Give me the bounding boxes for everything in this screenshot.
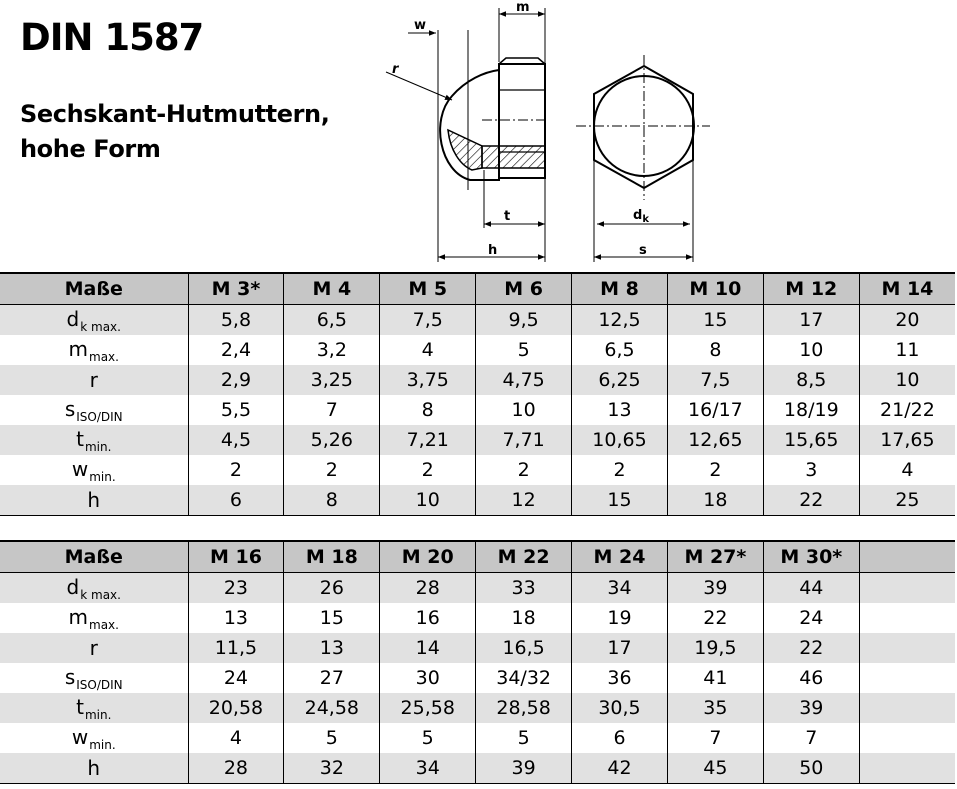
table-cell: 22 bbox=[667, 603, 763, 633]
table-cell: 4 bbox=[188, 723, 284, 753]
size-header: M 24 bbox=[572, 541, 668, 573]
table-cell bbox=[859, 663, 955, 693]
row-label bbox=[0, 365, 188, 395]
table-cell: 39 bbox=[667, 573, 763, 604]
table-cell: 17,65 bbox=[859, 425, 955, 455]
table-cell: 28 bbox=[188, 753, 284, 784]
table-cell: 6,5 bbox=[284, 305, 380, 336]
table-cell: 18 bbox=[476, 603, 572, 633]
table-cell: 12 bbox=[476, 485, 572, 516]
size-header: M 4 bbox=[284, 273, 380, 305]
table-cell: 5 bbox=[284, 723, 380, 753]
table-row bbox=[0, 603, 955, 633]
dim-label-t: t bbox=[504, 209, 511, 224]
table-cell: 2 bbox=[667, 455, 763, 485]
row-label bbox=[0, 395, 188, 425]
table-cell: 7,5 bbox=[380, 305, 476, 336]
row-label-sub: min. bbox=[89, 469, 116, 484]
dim-label-dk bbox=[633, 208, 649, 225]
row-label-sub: ISO/DIN bbox=[76, 409, 123, 424]
table-cell: 3,2 bbox=[284, 335, 380, 365]
row-label bbox=[0, 633, 188, 663]
size-header: M 5 bbox=[380, 273, 476, 305]
table-cell: 42 bbox=[572, 753, 668, 784]
table-cell: 35 bbox=[667, 693, 763, 723]
table-cell bbox=[859, 573, 955, 604]
table-cell: 13 bbox=[188, 603, 284, 633]
table-cell: 12,5 bbox=[572, 305, 668, 336]
header-label: Maße bbox=[0, 541, 188, 573]
table-cell: 18/19 bbox=[763, 395, 859, 425]
size-header: M 20 bbox=[380, 541, 476, 573]
row-label-sub: k max. bbox=[80, 319, 121, 334]
table-cell: 33 bbox=[476, 573, 572, 604]
row-label-main: w bbox=[71, 724, 89, 749]
dim-label-h: h bbox=[488, 243, 498, 258]
table-cell: 16/17 bbox=[667, 395, 763, 425]
technical-drawing bbox=[0, 0, 957, 270]
table-cell: 23 bbox=[188, 573, 284, 604]
table-cell bbox=[859, 603, 955, 633]
table-cell: 4 bbox=[901, 459, 914, 481]
table-cell: 10 bbox=[476, 395, 572, 425]
table-row bbox=[0, 395, 955, 425]
table-cell: 19,5 bbox=[667, 633, 763, 663]
table-row bbox=[0, 693, 955, 723]
row-label-main: t bbox=[76, 694, 84, 719]
table-cell: 5,26 bbox=[284, 425, 380, 455]
size-header: M 27* bbox=[667, 541, 763, 573]
table-cell: 16,5 bbox=[476, 633, 572, 663]
table-row bbox=[0, 723, 955, 753]
table-cell: 15 bbox=[572, 485, 668, 516]
row-label-main: h bbox=[87, 488, 101, 512]
table-cell: 10 bbox=[763, 335, 859, 365]
page-subtitle: Sechskant-Hutmuttern, hohe Form bbox=[20, 100, 330, 163]
table-body bbox=[0, 573, 955, 784]
table-cell: 6,25 bbox=[572, 365, 668, 395]
table-cell: 13 bbox=[572, 395, 668, 425]
table-cell: 10 bbox=[859, 365, 955, 395]
table-cell: 15 bbox=[667, 305, 763, 336]
table-row bbox=[0, 753, 955, 784]
table-cell: 7 bbox=[284, 395, 380, 425]
table-cell: 21/22 bbox=[880, 399, 935, 421]
table-cell: 11,5 bbox=[188, 633, 284, 663]
dim-label-r: r bbox=[392, 62, 399, 77]
table-body bbox=[0, 305, 955, 516]
size-header: M 10 bbox=[667, 273, 763, 305]
table-cell: 15 bbox=[284, 603, 380, 633]
table-cell: 10 bbox=[380, 485, 476, 516]
row-label bbox=[0, 425, 188, 455]
size-header: M 3* bbox=[188, 273, 284, 305]
page-title: DIN 1587 bbox=[20, 16, 204, 59]
size-header: M 30* bbox=[763, 541, 859, 573]
size-header: M 6 bbox=[476, 273, 572, 305]
table-cell bbox=[859, 633, 955, 663]
row-label-main: r bbox=[89, 636, 98, 660]
side-view bbox=[440, 58, 545, 180]
row-label bbox=[0, 455, 188, 485]
table-cell: 24,58 bbox=[284, 693, 380, 723]
table-cell: 3,75 bbox=[380, 365, 476, 395]
row-label bbox=[0, 335, 188, 365]
table-cell: 2 bbox=[284, 455, 380, 485]
table-cell: 8 bbox=[667, 335, 763, 365]
table-cell: 5,8 bbox=[188, 305, 284, 336]
table-cell: 8 bbox=[284, 485, 380, 516]
table-cell: 20 bbox=[859, 305, 955, 336]
table-cell: 6 bbox=[188, 485, 284, 516]
table-cell: 4 bbox=[380, 335, 476, 365]
table-cell: 17 bbox=[572, 633, 668, 663]
table-cell: 6 bbox=[572, 723, 668, 753]
table-cell: 7,21 bbox=[380, 425, 476, 455]
size-header bbox=[859, 541, 955, 573]
table-cell: 14 bbox=[380, 633, 476, 663]
table-cell: 2,9 bbox=[188, 365, 284, 395]
row-label-sub: min. bbox=[84, 707, 112, 722]
size-header: M 8 bbox=[572, 273, 668, 305]
table-cell: 2 bbox=[572, 455, 668, 485]
table-row bbox=[0, 485, 955, 516]
row-label-sub: ISO/DIN bbox=[76, 677, 123, 692]
table-row bbox=[0, 305, 955, 336]
table-row bbox=[0, 663, 955, 693]
table-cell: 2 bbox=[380, 455, 476, 485]
table-cell: 39 bbox=[763, 693, 859, 723]
table-row bbox=[0, 335, 955, 365]
table-cell: 9,5 bbox=[476, 305, 572, 336]
row-label-main: w bbox=[71, 456, 89, 481]
dimension-table-1 bbox=[0, 272, 955, 516]
dimension-table-2 bbox=[0, 540, 955, 784]
row-label bbox=[0, 603, 188, 633]
table-cell: 41 bbox=[667, 663, 763, 693]
table-cell: 19 bbox=[572, 603, 668, 633]
table-cell: 2 bbox=[476, 455, 572, 485]
row-label-sub: min. bbox=[84, 439, 112, 454]
dim-label-m: m bbox=[516, 0, 530, 15]
row-label-main: s bbox=[64, 664, 76, 689]
table-cell: 5 bbox=[380, 723, 476, 753]
table-cell: 30 bbox=[380, 663, 476, 693]
table-cell bbox=[859, 693, 955, 723]
row-label bbox=[0, 305, 188, 336]
table-cell: 24 bbox=[188, 663, 284, 693]
table-cell: 7,5 bbox=[667, 365, 763, 395]
size-header: M 16 bbox=[188, 541, 284, 573]
row-label-main: s bbox=[64, 396, 76, 421]
table-cell: 28 bbox=[380, 573, 476, 604]
table-cell: 2,4 bbox=[188, 335, 284, 365]
row-label-main: h bbox=[87, 756, 101, 780]
dim-label-dk-sub: k bbox=[642, 214, 649, 225]
table-cell: 34 bbox=[380, 753, 476, 784]
table-cell: 3 bbox=[763, 455, 859, 485]
table-cell: 3,25 bbox=[284, 365, 380, 395]
table-cell: 39 bbox=[476, 753, 572, 784]
table-cell: 27 bbox=[284, 663, 380, 693]
table-row bbox=[0, 365, 955, 395]
row-label bbox=[0, 723, 188, 753]
table-cell: 26 bbox=[284, 573, 380, 604]
table-cell: 5 bbox=[476, 335, 572, 365]
dim-label-dk-main: d bbox=[633, 208, 643, 223]
row-label bbox=[0, 693, 188, 723]
row-label-sub: min. bbox=[89, 737, 116, 752]
table-cell bbox=[859, 723, 955, 753]
table-cell: 5 bbox=[476, 723, 572, 753]
table-cell: 4,5 bbox=[188, 425, 284, 455]
table-cell: 22 bbox=[763, 633, 859, 663]
row-label-sub: k max. bbox=[80, 587, 121, 602]
table-cell: 2 bbox=[188, 455, 284, 485]
table-cell: 50 bbox=[763, 753, 859, 784]
table-cell: 7,71 bbox=[476, 425, 572, 455]
table-cell: 32 bbox=[284, 753, 380, 784]
table-cell: 12,65 bbox=[667, 425, 763, 455]
table-cell: 5,5 bbox=[188, 395, 284, 425]
table-cell: 36 bbox=[572, 663, 668, 693]
size-header: M 14 bbox=[859, 273, 955, 305]
table-cell: 18 bbox=[667, 485, 763, 516]
table-cell: 8,5 bbox=[763, 365, 859, 395]
size-header: M 22 bbox=[476, 541, 572, 573]
table-cell bbox=[859, 753, 955, 784]
table-cell: 25,58 bbox=[380, 693, 476, 723]
table-cell: 4,75 bbox=[476, 365, 572, 395]
row-label-main: t bbox=[76, 426, 84, 451]
row-label-sub: max. bbox=[89, 349, 119, 364]
table-row bbox=[0, 455, 955, 485]
table-cell: 44 bbox=[763, 573, 859, 604]
table-row bbox=[0, 425, 955, 455]
row-label-main: m bbox=[68, 336, 88, 361]
header-label: Maße bbox=[0, 273, 188, 305]
row-label-main: d bbox=[66, 574, 80, 599]
row-label-main: d bbox=[66, 306, 80, 331]
table-cell: 6,5 bbox=[572, 335, 668, 365]
table-cell: 45 bbox=[667, 753, 763, 784]
size-header: M 18 bbox=[284, 541, 380, 573]
table-cell: 8 bbox=[380, 395, 476, 425]
table-cell: 30,5 bbox=[572, 693, 668, 723]
table-row bbox=[0, 633, 955, 663]
table-cell: 34 bbox=[572, 573, 668, 604]
table-header-row bbox=[0, 273, 955, 305]
table-cell: 22 bbox=[763, 485, 859, 516]
row-label bbox=[0, 573, 188, 604]
table-cell: 13 bbox=[284, 633, 380, 663]
table-cell: 34/32 bbox=[476, 663, 572, 693]
row-label-sub: max. bbox=[89, 617, 119, 632]
table-header-row bbox=[0, 541, 955, 573]
table-cell: 16 bbox=[380, 603, 476, 633]
table-cell: 25 bbox=[859, 485, 955, 516]
table-cell: 15,65 bbox=[763, 425, 859, 455]
row-label bbox=[0, 663, 188, 693]
row-label bbox=[0, 485, 188, 516]
table-cell: 11 bbox=[895, 339, 920, 361]
top-view bbox=[576, 55, 710, 200]
table-cell: 10,65 bbox=[572, 425, 668, 455]
dim-label-w: w bbox=[414, 18, 427, 33]
table-cell: 46 bbox=[763, 663, 859, 693]
dim-label-s: s bbox=[639, 243, 647, 258]
table-cell: 24 bbox=[763, 603, 859, 633]
table-cell: 20,58 bbox=[188, 693, 284, 723]
table-cell: 7 bbox=[763, 723, 859, 753]
table-cell: 7 bbox=[667, 723, 763, 753]
table-cell: 28,58 bbox=[476, 693, 572, 723]
table-row bbox=[0, 573, 955, 604]
row-label-main: r bbox=[89, 368, 98, 392]
row-label-main: m bbox=[68, 604, 88, 629]
size-header: M 12 bbox=[763, 273, 859, 305]
table-cell: 17 bbox=[763, 305, 859, 336]
row-label bbox=[0, 753, 188, 784]
